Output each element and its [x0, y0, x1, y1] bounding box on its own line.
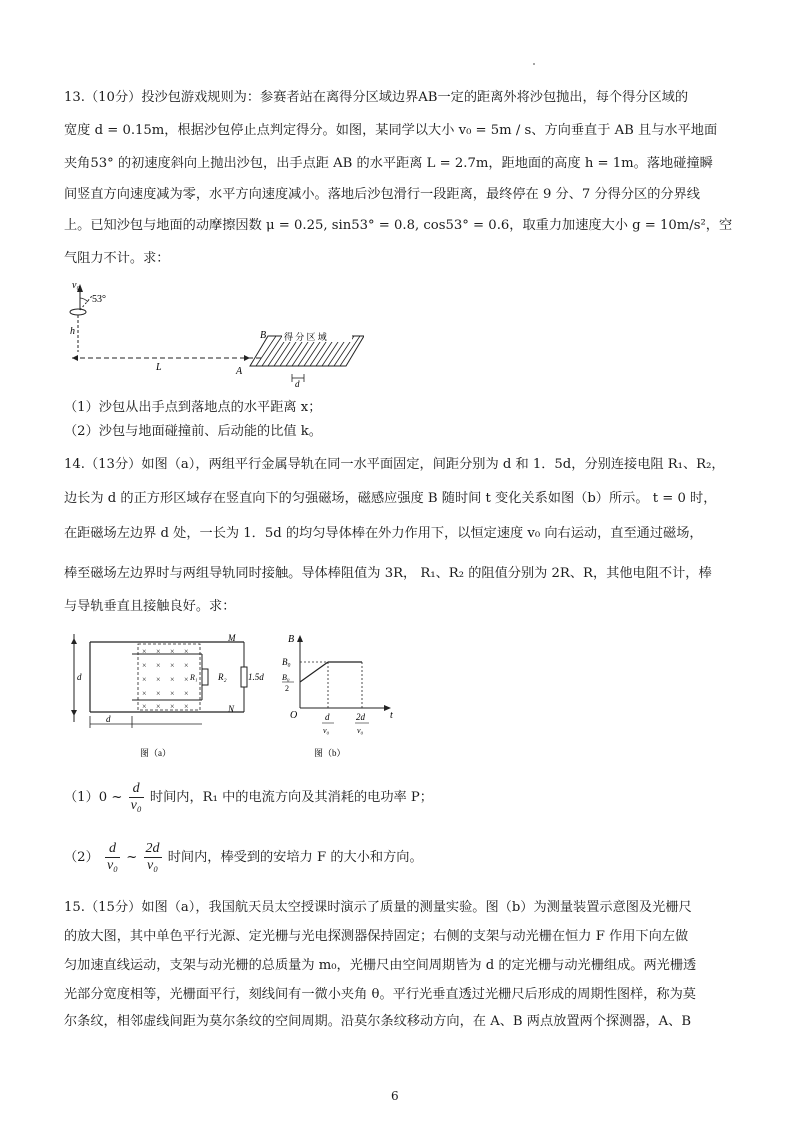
L-arrow-right [244, 355, 250, 361]
sandbag-icon [70, 309, 86, 315]
q14-sub1-frac-num: d [129, 781, 144, 798]
svg-text:×: × [142, 675, 147, 684]
svg-text:×: × [156, 702, 161, 711]
q14-sub1-prefix: （1）0 ~ [64, 790, 123, 805]
t1-num: d [325, 712, 330, 722]
q13-line-5: 上。已知沙包与地面的动摩擦因数 μ = 0.25, sin53° = 0.8, cos53° = 0.6，取重力加速度大小 g = 10m/s²，空 [64, 218, 733, 233]
q14-sub1-fraction [129, 781, 144, 814]
speck [533, 63, 535, 65]
q14-sub2-text: 时间内，棒受到的安培力 F 的大小和方向。 [167, 850, 423, 865]
q14-line-4: 棒至磁场左边界时与两组导轨同时接触。导体棒阻值为 3R， R₁、R₂ 的阻值分别为 2R、R，其他电阻不计，棒 [64, 566, 712, 581]
B-label: B [260, 330, 267, 341]
resistor-R1 [202, 669, 208, 685]
q13-sub2: （2）沙包与地面碰撞前、后动能的比值 k。 [64, 424, 322, 439]
R1-label: R₁ [190, 673, 198, 682]
v0-label: v₀ [72, 280, 80, 291]
svg-text:×: × [184, 647, 189, 656]
svg-text:×: × [170, 675, 175, 684]
q14-line-2: 边长为 d 的正方形区域存在竖直向下的匀强磁场，磁感应强度 B 随时间 t 变化关系如图（b）所示。 t = 0 时， [64, 491, 717, 506]
B-ramp [300, 662, 328, 682]
q14-sub2-tilde: ~ [126, 850, 138, 865]
resistor-R2 [241, 667, 247, 687]
q14-sub2-f1-num: d [105, 841, 120, 858]
q13-line-6: 气阻力不计。求： [64, 251, 170, 266]
svg-text:×: × [142, 647, 147, 656]
angle-label: 53° [92, 294, 106, 305]
q13-sub1: （1）沙包从出手点到落地点的水平距离 x； [64, 400, 322, 415]
q13-line-1: 13.（10分）投沙包游戏规则为：参赛者站在离得分区域边界AB一定的距离外将沙包抛出，每个得分区域的 [64, 90, 689, 105]
svg-text:×: × [156, 661, 161, 670]
q14-sub1-frac-den: v₀ [130, 798, 142, 813]
h-label: h [70, 326, 75, 337]
B-axis-label: B [288, 634, 295, 645]
q14-sub2-f1-den: v₀ [106, 858, 119, 873]
R2-label: R₂ [218, 672, 227, 682]
field-crosses [142, 647, 189, 711]
fig-b-caption: 图（b） [314, 748, 346, 758]
q13-line-3: 夹角53° 的初速度斜向上抛出沙包，出手点距 AB 的水平距离 L = 2.7m，距地面的高度 h = 1m。落地碰撞瞬 [64, 156, 713, 171]
zone-label: 得 分 区 域 [284, 332, 327, 342]
q14-sub1-text: 时间内，R₁ 中的电流方向及其消耗的电功率 P； [149, 790, 433, 805]
B0-half-num: B₀ [282, 673, 290, 682]
A-label: A [236, 366, 243, 377]
q15-line-4: 光部分宽度相等，光栅面平行，刻线间有一微小夹角 θ。平行光垂直透过光栅尺后形成的周期性图样，称为莫 [64, 987, 696, 1002]
q15-line-1: 15.（15分）如图（a），我国航天员太空授课时演示了质量的测量实验。图（b）为测量装置示意图及光栅尺 [64, 900, 692, 915]
length-label: 1.5d [248, 672, 264, 682]
q14-sub2-fraction-1 [105, 841, 120, 874]
svg-text:×: × [170, 702, 175, 711]
d-left-label: d [77, 672, 82, 682]
q15-line-5: 尔条纹，相邻虚线间距为莫尔条纹的空间周期。沿莫尔条纹移动方向，在 A、B 两点放置两个探测器，A、B [64, 1014, 692, 1029]
svg-text:×: × [184, 702, 189, 711]
svg-text:×: × [156, 675, 161, 684]
t2-num: 2d [356, 712, 365, 722]
q14-line-5: 与导轨垂直且接触良好。求： [64, 599, 236, 614]
q14-figure-a [68, 632, 270, 760]
L-arrow-left [72, 355, 78, 361]
d-bottom-label: d [106, 714, 111, 724]
q14-sub2-f2-den: v₀ [146, 858, 159, 873]
d-label: d [295, 379, 300, 389]
svg-text:×: × [156, 647, 161, 656]
svg-text:×: × [184, 661, 189, 670]
B0-label: B₀ [282, 657, 291, 667]
svg-text:×: × [142, 661, 147, 670]
svg-text:×: × [170, 689, 175, 698]
q14-sub2-f2-num: 2d [145, 841, 160, 856]
q15-line-3: 匀加速直线运动，支架与动光栅的总质量为 m₀，光栅尺由空间周期皆为 d 的定光栅与动光栅组成。两光栅透 [64, 958, 697, 973]
svg-text:×: × [142, 689, 147, 698]
q14-line-1: 14.（13分）如图（a），两组平行金属导轨在同一水平面固定，间距分别为 d 和 1．5d，分别连接电阻 R₁、R₂， [64, 457, 725, 472]
t2-den: v₀ [357, 726, 364, 735]
N-label: N [228, 704, 235, 714]
q14-figure-b [280, 632, 400, 760]
q13-figure [64, 280, 364, 392]
q14-line-3: 在距磁场左边界 d 处，一长为 1．5d 的均匀导体棒在外力作用下，以恒定速度 v₀ 向右运动，直至通过磁场， [64, 526, 703, 541]
svg-text:×: × [142, 702, 147, 711]
svg-text:×: × [184, 689, 189, 698]
t1-den: v₀ [323, 726, 330, 735]
svg-text:×: × [170, 661, 175, 670]
svg-text:×: × [170, 647, 175, 656]
t-axis-label: t [390, 710, 393, 721]
fig-a-caption: 图（a） [140, 748, 171, 758]
q15-line-2: 的放大图，其中单色平行光源、定光栅与光电探测器保持固定；右侧的支架与动光栅在恒力 F 作用下向左做 [64, 929, 689, 944]
q14-sub2-prefix: （2） [64, 850, 99, 865]
svg-text:×: × [184, 675, 189, 684]
B0-half-den: 2 [285, 684, 289, 693]
origin-label: O [290, 710, 298, 721]
M-label: M [228, 633, 236, 643]
page-number: 6 [391, 1089, 399, 1103]
L-label: L [156, 362, 162, 373]
q14-sub1 [64, 778, 433, 818]
q14-sub2-fraction-2 [144, 841, 162, 874]
svg-text:×: × [156, 689, 161, 698]
q14-sub2 [64, 838, 423, 878]
q13-line-4: 间竖直方向速度减为零，水平方向速度减小。落地后沙包滑行一段距离，最终停在 9 分、7 分得分区的分界线 [64, 187, 700, 202]
q13-line-2: 宽度 d = 0.15m，根据沙包停止点判定得分。如图，某同学以大小 v₀ = 5m / s、方向垂直于 AB 且与水平地面 [64, 123, 718, 138]
angle-arc [80, 298, 88, 302]
